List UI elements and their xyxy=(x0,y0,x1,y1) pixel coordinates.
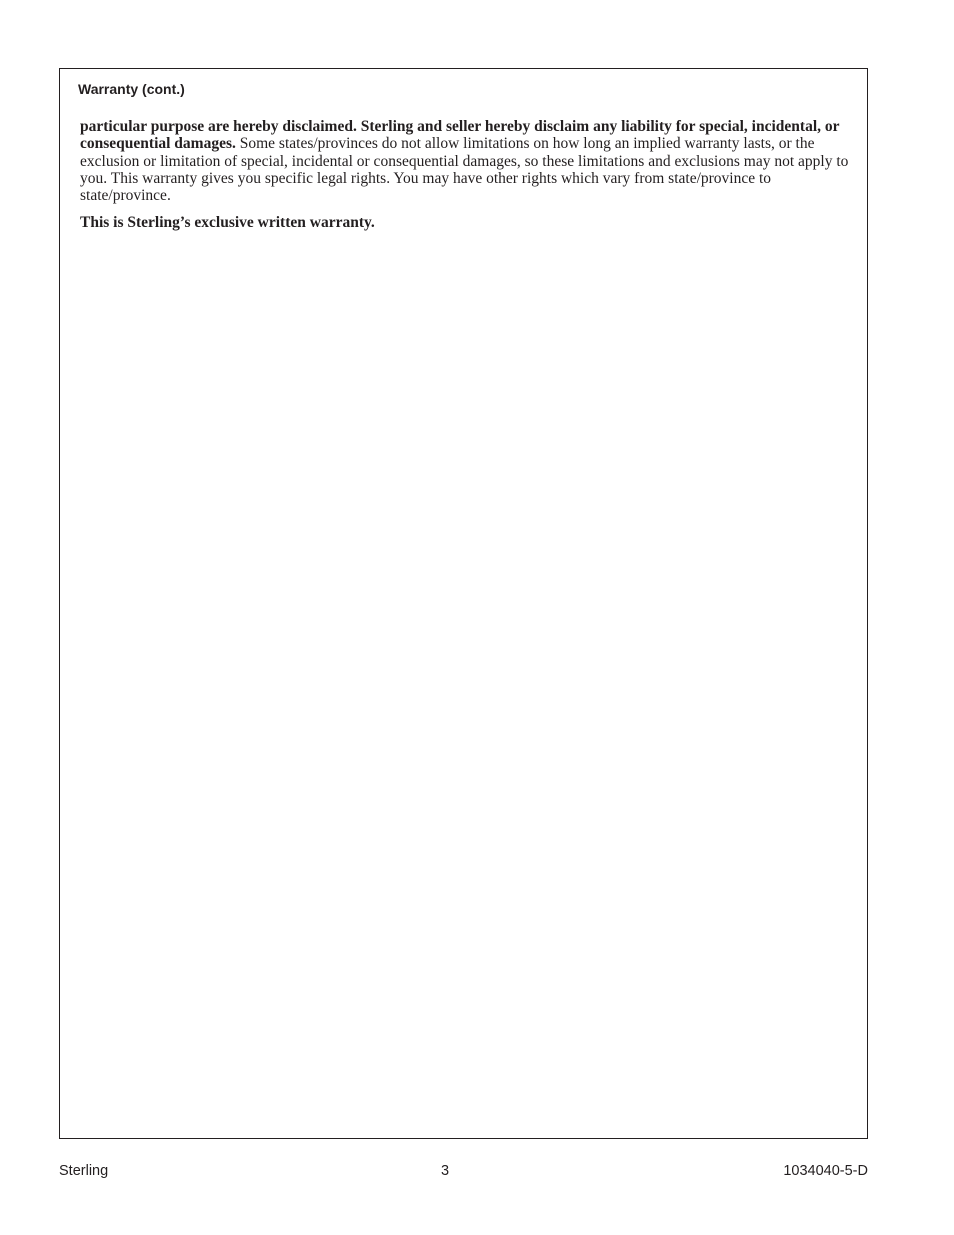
disclaimer-bold-lead: particular purpose are hereby disclaimed. Sterling and seller hereby disclaim any liability for special, incidental, or consequential damages. xyxy=(80,118,840,153)
disclaimer-text: Some states/provinces do not allow limitations on how long an implied warranty lasts, or the exclusion or limitation of special, incidental or consequential damages, so these limitations and exclusions may not apply to you. This warranty gives you specific legal rights. You may have other rights which vary from state/province to state/province. xyxy=(80,135,849,205)
warranty-body xyxy=(80,118,856,232)
content-frame xyxy=(59,68,868,1139)
warranty-paragraph-2: This is Sterling’s exclusive written warranty. xyxy=(80,214,375,232)
section-heading: Warranty (cont.) xyxy=(78,81,185,97)
footer-page-number: 3 xyxy=(441,1163,450,1179)
footer-document-code: 1034040-5-D xyxy=(783,1163,868,1179)
footer-brand: Sterling xyxy=(59,1163,109,1179)
warranty-paragraph-1 xyxy=(80,118,856,204)
